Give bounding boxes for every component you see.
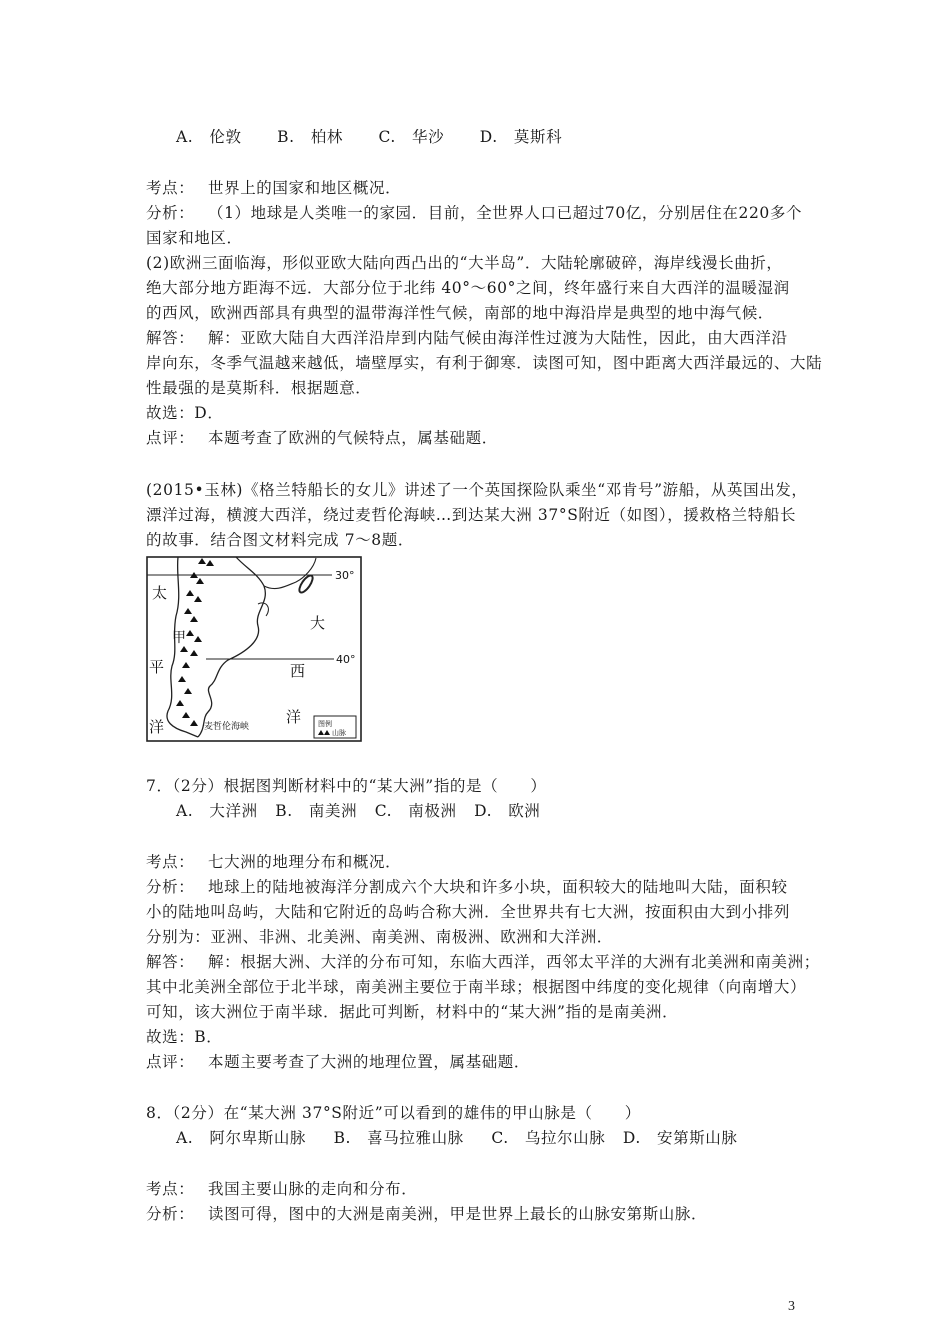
q6-option-d: D. 莫斯科 [479, 128, 563, 146]
legend-title: 图例 [318, 720, 332, 728]
q7-fenxi-line2: 小的陆地叫岛屿，大陆和它附近的岛屿合称大洲．全世界共有七大洲，按面积由大到小排列 [146, 903, 791, 921]
q6-kaodian [146, 178, 401, 198]
q7-jieda [146, 952, 820, 972]
jieda-label: 解答： [146, 953, 195, 971]
q7-fenxi-line3: 分别为：亚洲、非洲、北美洲、南美洲、南极洲、欧洲和大洋洲． [146, 928, 613, 946]
q7-kaodian [146, 852, 401, 872]
fenxi-label: 分析： [146, 204, 195, 222]
q7-answer: 故选：B． [146, 1028, 223, 1046]
q7-fenxi [146, 877, 788, 897]
kaodian-label: 考点： [146, 1180, 195, 1198]
q6-fenxi-line2: 国家和地区． [146, 229, 243, 247]
dianping-label: 点评： [146, 1053, 195, 1071]
q8-kaodian [146, 1179, 417, 1199]
label-da: 大 [310, 614, 326, 632]
q7-stem: 7．（2分）根据图判断材料中的“某大洲”指的是（ ） [146, 777, 547, 795]
q6-options [176, 127, 592, 147]
label-yang-left: 洋 [149, 718, 165, 736]
fenxi-text: 地球上的陆地被海洋分割成六个大块和许多小块，面积较大的陆地叫大陆，面积较 [208, 878, 788, 896]
q6-jieda [146, 328, 788, 348]
label-xi: 西 [290, 662, 306, 680]
q7-dianping [146, 1052, 530, 1072]
south-america-map [146, 556, 362, 742]
q6-jieda-line2: 岸向东，冬季气温越来越低，墙壁厚实，有利于御寒．读图可知，图中距离大西洋最远的、大陆 [146, 354, 823, 372]
fenxi-text: 读图可得，图中的大洲是南美洲，甲是世界上最长的山脉安第斯山脉． [208, 1205, 708, 1223]
q6-jieda-line3: 性最强的是莫斯科．根据题意． [146, 379, 372, 397]
fenxi-text: （1）地球是人类唯一的家园．目前，全世界人口已超过70亿，分别居住在220多个 [208, 204, 803, 222]
q7-option-c: C. 南极洲 [374, 802, 457, 820]
kaodian-label: 考点： [146, 179, 195, 197]
label-strait: 麦哲伦海峡 [204, 722, 250, 732]
jieda-text: 解：根据大洲、大洋的分布可知，东临大西洋，西邻太平洋的大洲有北美洲和南美洲； [208, 953, 820, 971]
dianping-label: 点评： [146, 429, 195, 447]
jieda-label: 解答： [146, 329, 195, 347]
q8-option-a: A. 阿尔卑斯山脉 [176, 1129, 307, 1147]
q6-fenxi [146, 203, 802, 223]
fenxi-label: 分析： [146, 878, 195, 896]
legend-item: 山脉 [332, 729, 346, 737]
kaodian-label: 考点： [146, 853, 195, 871]
fenxi-label: 分析： [146, 1205, 195, 1223]
page-number: 3 [788, 1299, 795, 1314]
q6-fenxi-line3: (2)欧洲三面临海，形似亚欧大陆向西凸出的“大半岛”．大陆轮廓破碎，海岸线漫长曲折， [146, 254, 783, 272]
intro-line2: 漂洋过海，横渡大西洋，绕过麦哲伦海峡…到达某大洲 37°S附近（如图），援救格兰特船长 [146, 506, 797, 524]
q8-options [176, 1128, 768, 1148]
q6-dianping [146, 428, 498, 448]
q6-option-a: A. 伦敦 [176, 128, 242, 146]
intro-line3: 的故事．结合图文材料完成 7～8题． [146, 531, 414, 549]
q6-answer: 故选：D． [146, 404, 224, 422]
q6-option-c: C. 华沙 [378, 128, 445, 146]
kaodian-text: 世界上的国家和地区概况． [208, 179, 402, 197]
q8-option-b: B. 喜马拉雅山脉 [333, 1129, 464, 1147]
q8-fenxi [146, 1204, 707, 1224]
q7-jieda-line2: 其中北美洲全部位于北半球，南美洲主要位于南半球；根据图中纬度的变化规律（向南增大） [146, 978, 807, 996]
intro-line1: (2015•玉林)《格兰特船长的女儿》讲述了一个英国探险队乘坐“邓肯号”游船，从英国出发， [146, 481, 808, 499]
q7-option-b: B. 南美洲 [275, 802, 358, 820]
label-ping: 平 [149, 658, 165, 676]
q7-options [176, 801, 570, 821]
q6-fenxi-line4: 绝大部分地方距海不远．大部分位于北纬 40°～60°之间，终年盛行来自大西洋的温暖湿润 [146, 279, 790, 297]
label-jia: 甲 [172, 630, 186, 646]
dianping-text: 本题主要考查了大洲的地理位置，属基础题． [208, 1053, 531, 1071]
kaodian-text: 我国主要山脉的走向和分布． [208, 1180, 418, 1198]
q8-option-c: C. 乌拉尔山脉 [491, 1129, 606, 1147]
q6-option-b: B. 柏林 [277, 128, 343, 146]
q8-stem: 8．（2分）在“某大洲 37°S附近”可以看到的雄伟的甲山脉是（ ） [146, 1104, 641, 1122]
q7-jieda-line3: 可知，该大洲位于南半球．据此可判断，材料中的“某大洲”指的是南美洲． [146, 1003, 679, 1021]
q7-option-a: A. 大洋洲 [176, 802, 258, 820]
q6-fenxi-line5: 的西风，欧洲西部具有典型的温带海洋性气候，南部的地中海沿岸是典型的地中海气候． [146, 304, 774, 322]
q7-option-d: D. 欧洲 [474, 802, 541, 820]
label-tai: 太 [152, 584, 168, 602]
lat-30-label: 30° [335, 569, 355, 582]
jieda-text: 解：亚欧大陆自大西洋沿岸到内陆气候由海洋性过渡为大陆性，因此，由大西洋沿 [208, 329, 788, 347]
dianping-text: 本题考查了欧洲的气候特点，属基础题． [208, 429, 498, 447]
kaodian-text: 七大洲的地理分布和概况． [208, 853, 402, 871]
q8-option-d: D. 安第斯山脉 [622, 1129, 738, 1147]
label-yang-right: 洋 [286, 708, 302, 726]
lat-40-label: 40° [336, 653, 356, 666]
